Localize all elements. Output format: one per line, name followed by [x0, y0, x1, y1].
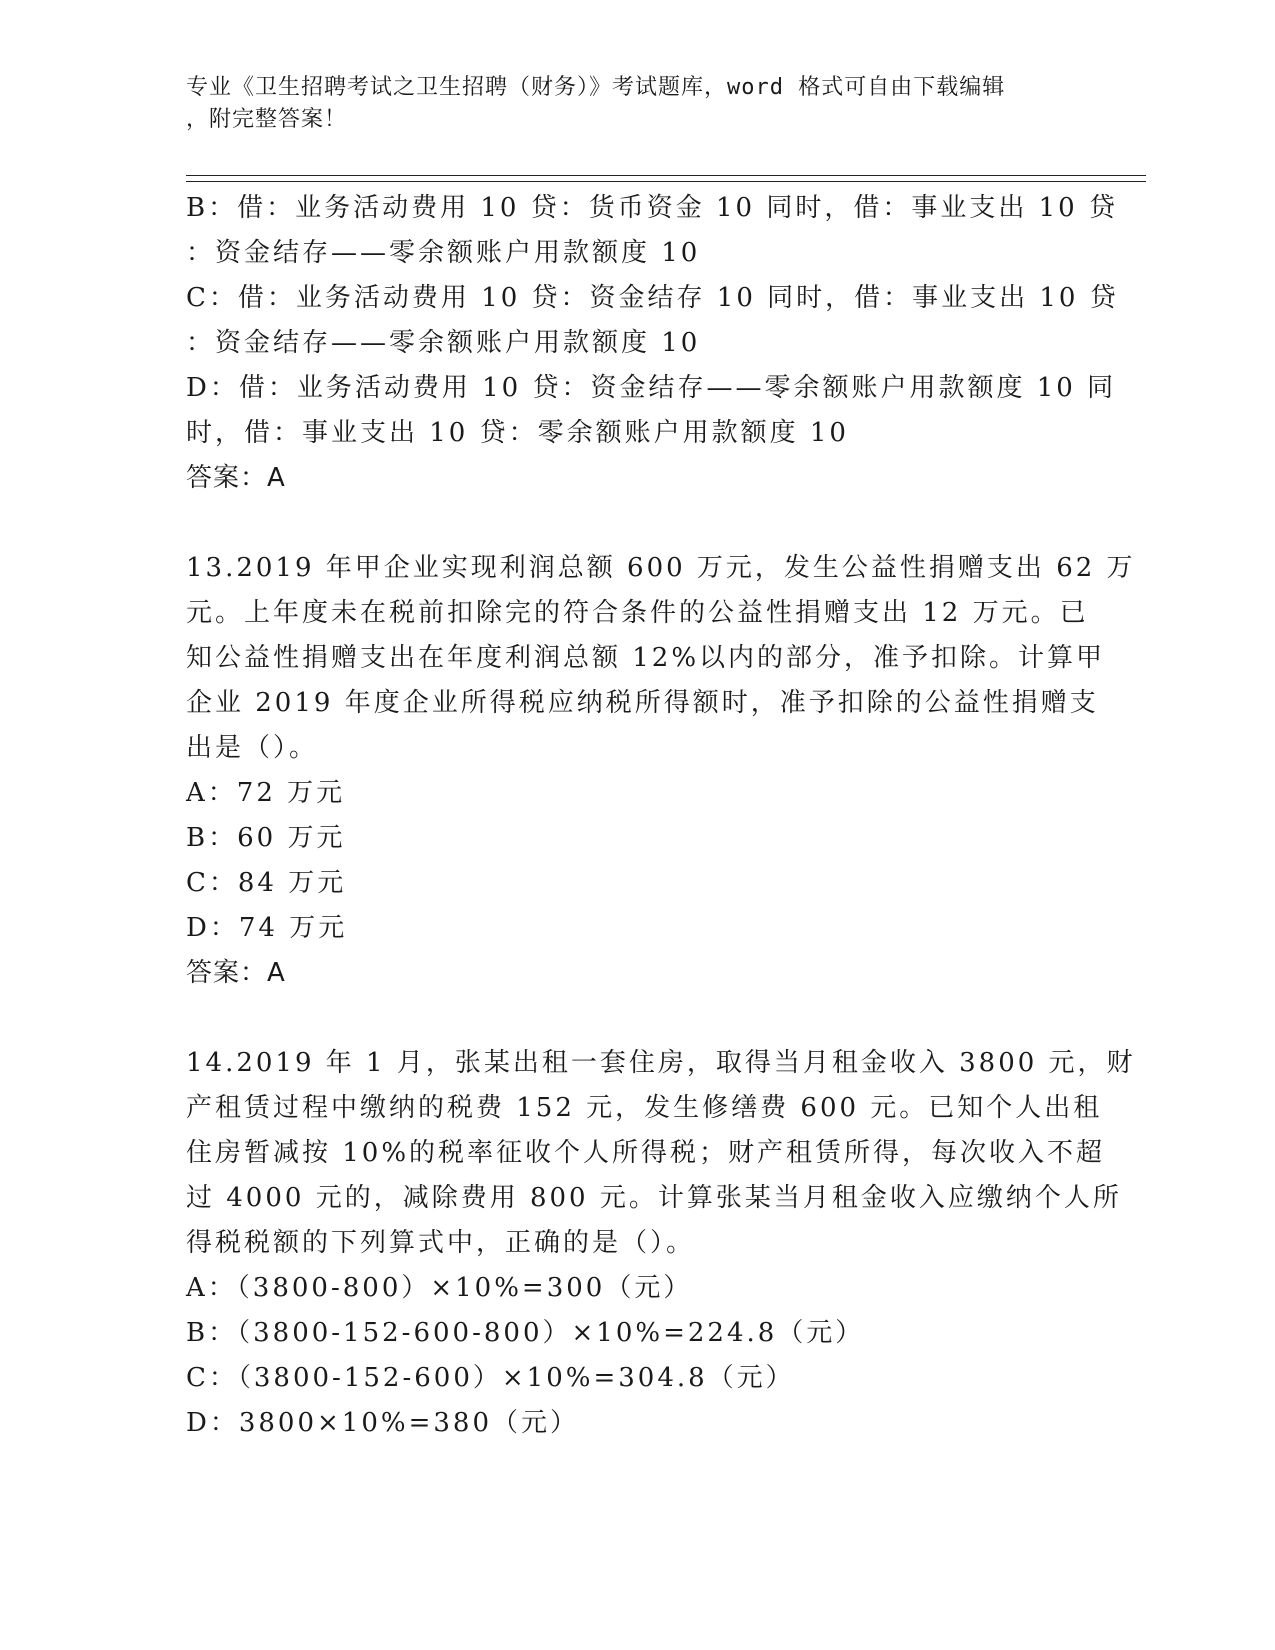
question-13 [186, 546, 1136, 996]
q13-stem-line: 出是（）。 [186, 733, 319, 763]
q14-stem-line: 14.2019 年 1 月，张某出租一套住房，取得当月租金收入 3800 元，财 [186, 1048, 1136, 1078]
q14-option-d: D：3800×10%=380（元） [186, 1408, 579, 1438]
q14-option-a: A：（3800-800）×10%=300（元） [186, 1273, 693, 1303]
q12-option-d-line-1: D：借：业务活动费用 10 贷：资金结存——零余额账户用款额度 10 同 [186, 373, 1117, 403]
document-body [186, 186, 1136, 1446]
q13-option-c: C：84 万元 [186, 868, 347, 898]
page-header [186, 72, 1066, 136]
header-divider-top [186, 175, 1146, 176]
q14-stem-line: 产租赁过程中缴纳的税费 152 元，发生修缮费 600 元。已知个人出租 [186, 1093, 1103, 1123]
q13-stem-line: 企业 2019 年度企业所得税应纳税所得额时，准予扣除的公益性捐赠支 [186, 688, 1099, 718]
q12-answer: 答案：A [186, 463, 286, 493]
q12-option-b-line-2: ：资金结存——零余额账户用款额度 10 [186, 238, 701, 268]
q13-option-a: A：72 万元 [186, 778, 346, 808]
header-title-line-1: 专业《卫生招聘考试之卫生招聘（财务）》考试题库，word 格式可自由下载编辑 [186, 75, 1006, 100]
question-12-tail [186, 186, 1119, 501]
q13-option-b: B：60 万元 [186, 823, 346, 853]
q12-option-c-line-2: ：资金结存——零余额账户用款额度 10 [186, 328, 701, 358]
q13-stem-line: 元。上年度未在税前扣除完的符合条件的公益性捐赠支出 12 万元。已 [186, 598, 1089, 628]
header-title-line-2: ，附完整答案！ [186, 107, 348, 132]
spacer [186, 996, 1086, 1041]
spacer [186, 501, 1086, 546]
q12-option-b-line-1: B：借：业务活动费用 10 贷：货币资金 10 同时，借：事业支出 10 贷 [186, 193, 1118, 223]
q12-option-d-line-2: 时，借：事业支出 10 贷：零余额账户用款额度 10 [186, 418, 849, 448]
q13-stem-line: 知公益性捐赠支出在年度利润总额 12%以内的部分，准予扣除。计算甲 [186, 643, 1106, 673]
q14-stem-line: 住房暂减按 10%的税率征收个人所得税；财产租赁所得，每次收入不超 [186, 1138, 1106, 1168]
question-14 [186, 1041, 1136, 1446]
q14-stem-line: 得税税额的下列算式中，正确的是（）。 [186, 1228, 696, 1258]
q14-option-b: B：（3800-152-600-800）×10%=224.8（元） [186, 1318, 865, 1348]
header-divider-bottom [186, 181, 1146, 182]
q13-option-d: D：74 万元 [186, 913, 348, 943]
q14-stem-line: 过 4000 元的，减除费用 800 元。计算张某当月租金收入应缴纳个人所 [186, 1183, 1122, 1213]
q14-option-c: C：（3800-152-600）×10%=304.8（元） [186, 1363, 795, 1393]
q13-stem-line: 13.2019 年甲企业实现利润总额 600 万元，发生公益性捐赠支出 62 万 [186, 553, 1136, 583]
q12-option-c-line-1: C：借：业务活动费用 10 贷：资金结存 10 同时，借：事业支出 10 贷 [186, 283, 1119, 313]
q13-answer: 答案：A [186, 958, 286, 988]
